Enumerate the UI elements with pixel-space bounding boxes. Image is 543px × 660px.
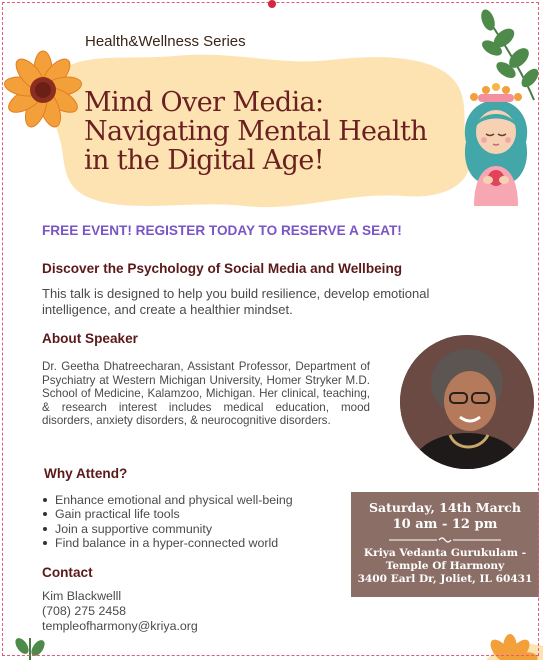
list-item: Join a supportive community [42, 522, 293, 536]
event-title-line-3: in the Digital Age! [84, 145, 324, 176]
speaker-heading: About Speaker [42, 331, 138, 346]
event-date: Saturday, 14th March [368, 500, 521, 515]
meditating-girl-illustration [452, 82, 540, 206]
flower-icon [2, 45, 84, 131]
event-address: 3400 Earl Dr, Joliet, IL 60431 [357, 572, 533, 585]
speaker-photo [400, 335, 534, 469]
intro-heading: Discover the Psychology of Social Media and Wellbeing [42, 261, 403, 276]
register-cta: FREE EVENT! REGISTER TODAY TO RESERVE A SEAT! [42, 223, 402, 238]
event-venue-sub: Temple Of Harmony [385, 559, 505, 572]
event-title-line-2: Navigating Mental Health [84, 116, 428, 147]
intro-text: This talk is designed to help you build resilience, develop emotional intelligence, and create a healthier mindset. [42, 286, 430, 317]
flower-icon [476, 632, 543, 660]
divider-flourish-icon [385, 536, 505, 544]
event-info-box [351, 492, 539, 597]
contact-phone: (708) 275 2458 [42, 604, 127, 618]
why-attend-list [42, 493, 293, 551]
contact-heading: Contact [42, 565, 93, 580]
why-attend-heading: Why Attend? [44, 466, 128, 481]
resize-handle[interactable] [268, 0, 276, 8]
list-item: Gain practical life tools [42, 507, 293, 521]
list-item: Find balance in a hyper-connected world [42, 536, 293, 550]
contact-email: templeofharmony@kriya.org [42, 619, 198, 633]
event-time: 10 am - 12 pm [392, 517, 498, 532]
event-venue: Kriya Vedanta Gurukulam - [363, 547, 527, 559]
series-label: Health&Wellness Series [85, 33, 246, 50]
event-title [84, 88, 456, 175]
contact-name: Kim Blackwelll [42, 589, 122, 603]
contact-details [42, 589, 198, 634]
speaker-bio: Dr. Geetha Dhatreecharan, Assistant Professor, Department of Psychiatry at Western Michigan University, Homer Stryker M.D. School of Medicine, Kalamzoo, Michigan. Her clinical, teaching, & research interest includes medical education, mood disorders, anxiety disorders, & neurocognitive disorders. [42, 360, 370, 428]
leaf-branch-icon [8, 632, 52, 660]
event-title-line-1: Mind Over Media: [84, 87, 324, 118]
list-item: Enhance emotional and physical well-being [42, 493, 293, 507]
